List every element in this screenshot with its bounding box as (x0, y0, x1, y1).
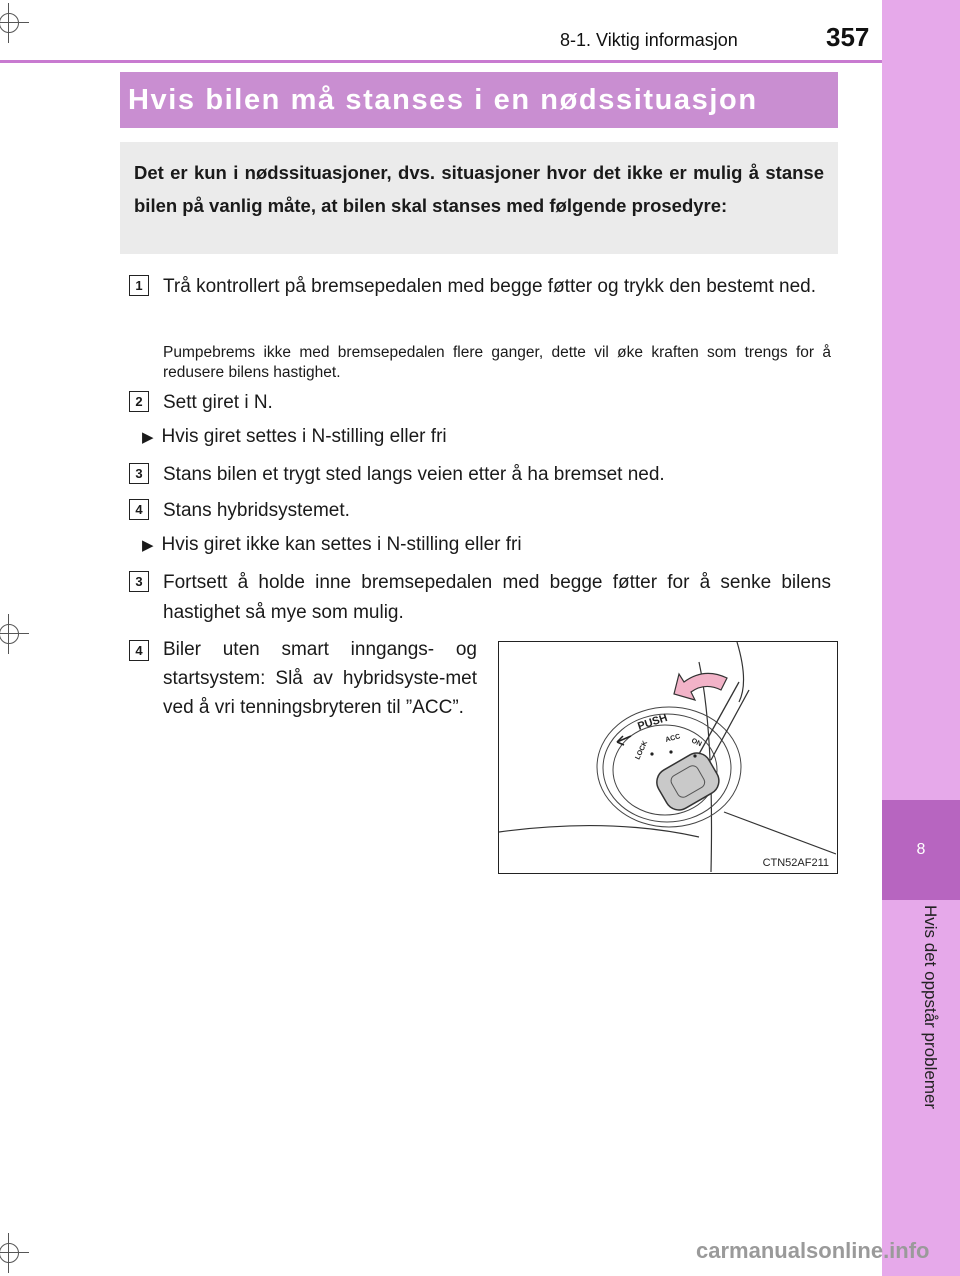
page-number: 357 (826, 22, 870, 52)
crop-mark-mid-left (0, 614, 29, 654)
case-heading-text: Hvis giret ikke kan settes i N-stilling eller fri (161, 534, 522, 555)
step-text: Trå kontrollert på bremsepedalen med begge føtter og trykk den bestemt ned. (163, 276, 817, 297)
chapter-number-tab (882, 800, 960, 900)
chapter-title: Hvis det oppstår problemer (921, 905, 940, 1110)
step-text: Sett giret i N. (163, 392, 273, 413)
crop-mark-bottom-left (0, 1233, 29, 1273)
step-text: Fortsett å holde inne bremsepedalen med begge føtter for å senke bilens hastighet så mye som mulig. (163, 572, 831, 623)
on-label: ON (690, 737, 703, 749)
chapter-sidebar (882, 0, 960, 1276)
header-divider (0, 60, 882, 63)
triangle-right-icon: ▶ (142, 429, 154, 446)
step-number-badge: 1 (129, 275, 149, 296)
step-number-badge: 4 (129, 499, 149, 520)
intro-box: Det er kun i nødssituasjoner, dvs. situasjoner hvor det ikke er mulig å stanse bilen på vanlig måte, at bilen skal stanses med følgende prosedyre: (120, 142, 838, 254)
crop-mark-top-left (0, 3, 29, 43)
step-text: Biler uten smart inngangs- og startsystem: Slå av hybridsyste-met ved å vri tenningsbryteren til ”ACC”. (163, 639, 477, 718)
case-heading (142, 426, 447, 448)
acc-label: ACC (664, 733, 682, 744)
ignition-switch-drawing (499, 642, 836, 872)
case-heading-text: Hvis giret settes i N-stilling eller fri (161, 426, 447, 447)
step-number-badge: 3 (129, 463, 149, 484)
lock-label: LOCK (634, 739, 650, 761)
push-label: PUSH (636, 711, 669, 733)
section-title: Hvis bilen må stanses i en nødssituasjon (128, 83, 758, 116)
chapter-number: 8 (916, 841, 926, 858)
section-title-bar (120, 72, 838, 128)
watermark: carmanualsonline.info (696, 1238, 930, 1263)
step-text: Stans bilen et trygt sted langs veien etter å ha bremset ned. (163, 464, 665, 485)
ignition-switch-illustration (498, 641, 838, 874)
figure-code: CTN52AF211 (762, 857, 829, 869)
step-number-badge: 4 (129, 640, 149, 661)
step-text: Stans hybridsystemet. (163, 500, 350, 521)
header-section-title: 8-1. Viktig informasjon (560, 30, 738, 50)
case-heading (142, 534, 522, 556)
step-note: Pumpebrems ikke med bremsepedalen flere ganger, dette vil øke kraften som trengs for å redusere bilens hastighet. (163, 344, 831, 381)
step-number-badge: 3 (129, 571, 149, 592)
triangle-right-icon: ▶ (142, 537, 154, 554)
step-number-badge: 2 (129, 391, 149, 412)
